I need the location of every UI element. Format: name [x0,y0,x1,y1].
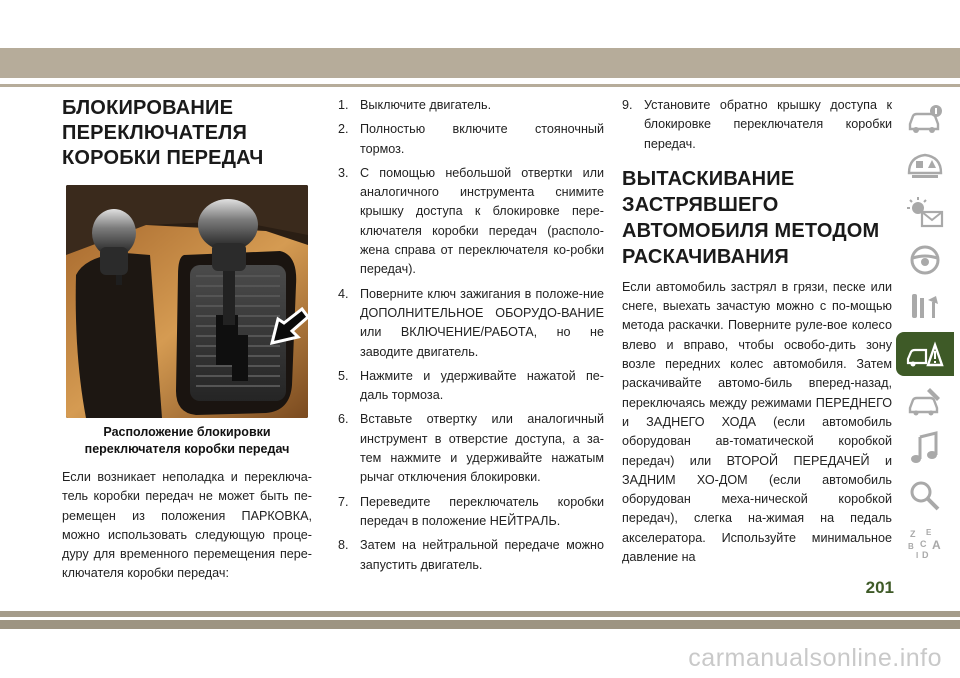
tab-multimedia[interactable] [896,426,954,470]
heading-rocking [622,166,892,270]
car-info-icon [906,102,944,136]
step-item [338,536,604,575]
svg-text:I: I [916,551,919,559]
photo-caption [62,424,312,458]
top-decorative-line [0,84,960,87]
tab-steering[interactable] [896,238,954,282]
tab-maintenance[interactable] [896,379,954,423]
music-note-icon [906,431,944,465]
step-number: 7. [338,494,349,509]
tab-search[interactable] [896,473,954,517]
step-number: 3. [338,165,349,180]
magnifier-icon [906,478,944,512]
heading-line: ВЫТАСКИВАНИЕ [622,167,795,190]
procedure-steps [338,96,604,575]
step-number: 8. [338,538,349,553]
dashboard-warning-icon [906,149,944,183]
caption-line: переключателя коробки передач [84,442,290,456]
wrench-car-icon [906,384,944,418]
step-number: 6. [338,412,349,427]
tools-icon [906,290,944,324]
top-decorative-band [0,48,960,78]
svg-text:D: D [922,550,929,559]
step-text: Переведите переключатель коробки передач в положение НЕЙТРАЛЬ. [360,494,604,528]
rocking-paragraph: Если автомобиль застрял в грязи, песке или снеге, выехать зачастую можно с по-мощью метода раскачки. Поверните руле-вое колесо влево и вправо, чтобы освобо-дить зону возле передних колес автомобиля. Затем раскачивайте автомо-биль вперед-назад, переключаясь между режимами ПЕРЕДНЕГО и ЗАДНЕГО ХОДА (если автомобиль оборудован ав-томатической коробкой передач) или ВТОРОЙ ПЕРЕДАЧЕЙ и ЗАДНИМ ХО-ДОМ (если автомобиль оборудован меха-нической коробкой передач), слегка на-жимая на педаль акселератора. Используйте минимальное давление на [622,279,892,565]
heading-gear-lock [62,96,312,171]
step-number: 4. [338,286,349,301]
chapter-tabs [896,97,960,567]
hazard-car-icon [906,337,944,371]
step-text: Затем на нейтральной передаче можно запустить двигатель. [360,538,604,572]
step-item [338,493,604,532]
svg-text:B: B [908,542,914,551]
heading-line: КОРОБКИ ПЕРЕДАЧ [62,147,264,169]
step-item [338,164,604,280]
step-text: Нажмите и удерживайте нажатой пе-даль тормоза. [360,368,604,403]
column-left [62,96,312,584]
step-text: Выключите двигатель. [360,98,492,112]
step-text: Поверните ключ зажигания в положе-ние ДОПОЛНИТЕЛЬНОЕ ОБОРУДО-ВАНИЕ или ВКЛЮЧЕНИЕ/РАБОТА, но не заводите двигатель. [360,286,604,359]
heading-line: ПЕРЕКЛЮЧАТЕЛЯ [62,122,248,144]
svg-text:E: E [926,528,932,537]
bottom-decorative-band [0,611,960,617]
sun-envelope-icon [906,196,944,230]
intro-paragraph: Если возникает неполадка и переключа-тель коробки передач не может быть пе-ремещен из положения ПАРКОВКА, можно использовать следующую проце-дуру для временного перемещения пере-ключателя коробки передач: [62,470,312,581]
step-number: 2. [338,122,349,137]
step-item [338,285,604,362]
step-number: 9. [622,98,633,112]
column-right [622,96,892,567]
shifter-illustration [66,185,308,418]
heading-line: БЛОКИРОВАНИЕ [62,97,234,119]
step-item [338,367,604,406]
step-text: Установите обратно крышку доступа к блокировке переключателя коробки передач. [644,98,892,151]
step-text: С помощью небольшой отвертки или аналогичного инструмента снимите крышку доступа к блокировке пере-ключателя коробки передач (располо-жена справа от переключателя ко-робки передач). [360,165,604,277]
alphabet-index-icon [906,525,944,559]
page-number: 201 [865,578,894,597]
step-item [338,410,604,487]
heading-line: ЗАСТРЯВШЕГО [622,193,779,216]
step-item [338,96,604,115]
caption-line: Расположение блокировки [103,425,271,439]
bottom-decorative-band [0,620,960,629]
step-item [338,120,604,159]
tab-sun-envelope[interactable] [896,191,954,235]
step-text: Полностью включите стояночный тормоз. [360,122,604,156]
tab-hazard-active[interactable] [896,332,954,376]
svg-text:C: C [920,539,927,549]
step-number: 5. [338,368,349,383]
tab-car-info[interactable] [896,97,954,141]
step-number: 1. [338,98,349,112]
watermark [0,636,960,678]
svg-text:A: A [932,538,941,552]
watermark-text: carmanualsonline.info [688,644,942,672]
step-text: Вставьте отвертку или аналогичный инструмент в отверстие доступа, а за-тем нажмите и удерживайте нажатым рычаг отключения блокировки. [360,412,604,485]
procedure-steps-continued [622,96,892,154]
shifter-photo [66,185,308,418]
step-item [622,96,892,154]
svg-text:Z: Z [910,529,916,539]
tab-dashboard-warning[interactable] [896,144,954,188]
heading-line: АВТОМОБИЛЯ МЕТОДОМ [622,219,880,242]
tab-index[interactable] [896,520,954,564]
steering-wheel-icon [906,243,944,277]
tab-tools[interactable] [896,285,954,329]
column-middle [338,96,604,580]
heading-line: РАСКАЧИВАНИЯ [622,245,790,268]
